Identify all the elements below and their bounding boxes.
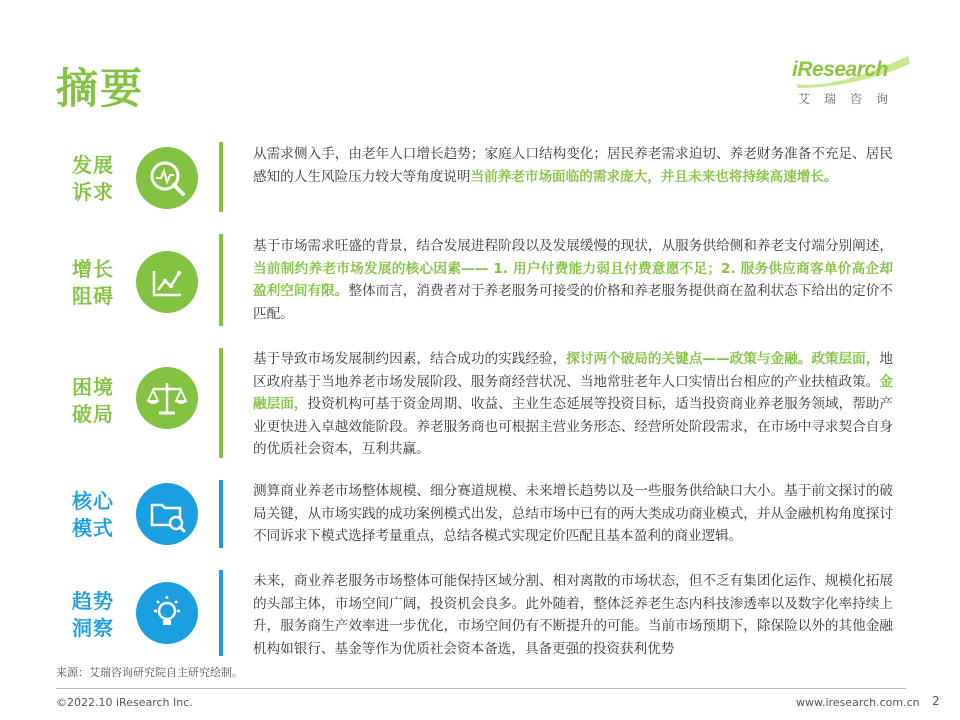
section-label: 核心 模式 (72, 489, 114, 540)
section-divider (219, 348, 223, 458)
section-core-model (0, 478, 960, 552)
section-divider (219, 570, 223, 656)
section-trend-insight (0, 568, 960, 660)
section-label: 困境 破局 (72, 375, 114, 426)
section-text: 测算商业养老市场整体规模、细分赛道规模、未来增长趋势以及一些服务供给缺口大小。基于前文探讨的破局关键，从市场实践的成功案例模式出发，总结市场中已有的两大类成功商业模式，并从金融机构角度探讨不同诉求下模式选择考量重点，总结各模式实现定价匹配且基本盈利的商业逻辑。 (253, 483, 893, 544)
line-chart-icon (136, 251, 198, 313)
copyright: ©2022.10 iResearch Inc. (56, 696, 193, 709)
balance-scale-icon (136, 367, 198, 429)
section-text: 未来，商业养老服务市场整体可能保持区域分割、相对离散的市场状态，但不乏有集团化运作、规模化拓展的头部主体，市场空间广阔，投资机会良多。此外随着，整体泛养老生态内科技渗透率以及数字化率持续上升，服务商生产效率进一步优化，市场空间仍有不断提升的可能。当前市场预期下，除保险以外的其他金融机构如银行、基金等作为优质社会资本备选，具备更强的投资获利优势 (253, 573, 893, 657)
section-label: 趋势 洞察 (72, 589, 114, 640)
section-label: 发展 诉求 (72, 153, 114, 204)
website-link[interactable]: www.iresearch.com.cn (796, 696, 920, 709)
section-text: 从需求侧入手，由老年人口增长趋势；家庭人口结构变化；居民养老需求迫切、养老财务准备不充足、居民感知的人生风险压力较大等角度说明当前养老市场面临的需求庞大，并且未来也将持续高速增长。 (253, 146, 893, 185)
logo-cn: 艾瑞咨询 (798, 92, 903, 106)
section-divider (219, 142, 223, 212)
iresearch-logo (792, 54, 916, 110)
section-divider (219, 234, 223, 326)
section-development-demand (0, 140, 960, 216)
folder-search-icon (136, 483, 198, 545)
lightbulb-icon (136, 582, 198, 644)
section-breakthrough (0, 346, 960, 460)
section-divider (219, 480, 223, 548)
section-label: 增长 阻碍 (72, 257, 114, 308)
chart-search-icon (136, 147, 198, 209)
source-note: 来源：艾瑞咨询研究院自主研究绘制。 (56, 666, 243, 679)
section-text: 基于市场需求旺盛的背景，结合发展进程阶段以及发展缓慢的现状，从服务供给侧和养老支付端分别阐述，当前制约养老市场发展的核心因素—— 1. 用户付费能力弱且付费意愿不足；2. 服务供应商客单价高企却盈利空间有限。整体而言，消费者对于养老服务可接受的价格和养老服务提供商在盈利状态下给出的定价不匹配。 (253, 238, 894, 322)
footer-divider (56, 688, 906, 689)
page-title: 摘要 (56, 64, 145, 113)
section-growth-obstacle (0, 232, 960, 332)
logo-brand: iResearch (792, 58, 888, 81)
section-text: 基于导致市场发展制约因素，结合成功的实践经验，探讨两个破局的关键点——政策与金融。政策层面，地区政府基于当地养老市场发展阶段、服务商经营状况、当地常驻老年人口实情出台相应的产业扶植政策。金融层面，投资机构可基于资金周期、收益、主业生态延展等投资目标，适当投资商业养老服务领域，帮助产业更快进入卓越效能阶段。养老服务商也可根据主营业务形态、经营所处阶段需求，在市场中寻求契合自身的优质社会资本，互利共赢。 (253, 351, 894, 457)
page-number: 2 (932, 694, 940, 708)
